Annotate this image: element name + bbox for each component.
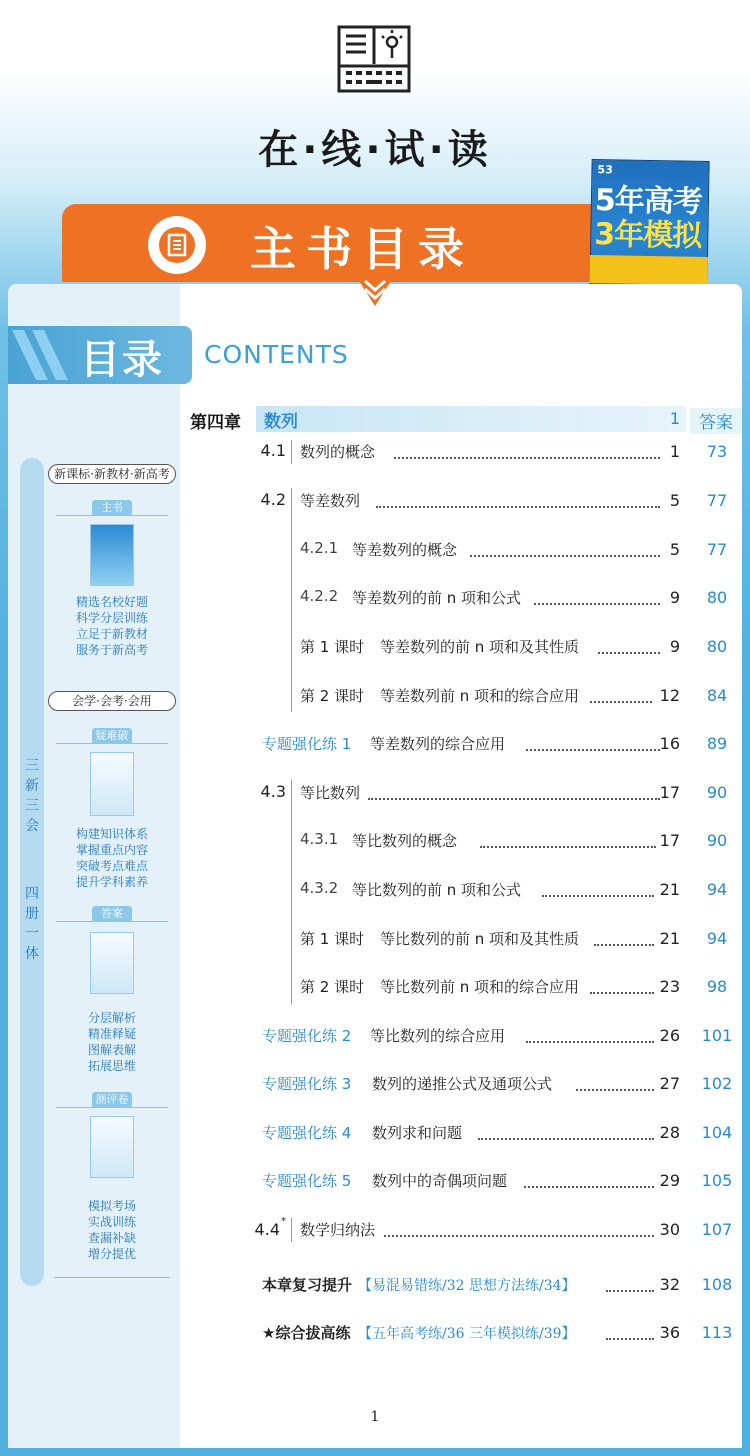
sidebar-section-text: 模拟考场 实战训练 查漏补缺 增分提优 [87, 1199, 136, 1261]
chapter-page: 1 [669, 409, 680, 428]
dot-leader [470, 555, 660, 557]
reading-terminal-icon [336, 24, 412, 96]
toc-entry-number: 专题强化练 5 [262, 1172, 352, 1190]
toc-entry-page: 21 [659, 880, 680, 899]
contents-english: CONTENTS [204, 340, 349, 369]
toc-entry-page: 5 [669, 491, 680, 510]
toc-entry-page: 17 [659, 783, 680, 802]
toc-entry-number: 第 1 课时 [300, 930, 365, 948]
toc-entry-answer-page: 107 [701, 1220, 733, 1239]
dot-leader [594, 944, 654, 946]
dot-leader [384, 1235, 654, 1237]
toc-entry-title: 等比数列的前 n 项和及其性质 [380, 930, 580, 948]
sidebar-section-text: 构建知识体系 掌握重点内容 突破考点难点 提升学科素养 [75, 827, 148, 889]
banner-title: 主书目录 [250, 222, 474, 276]
section-divider [291, 440, 292, 464]
toc-entry-number: 4.4 [254, 1220, 280, 1239]
toc-entry-answer-page: 108 [701, 1275, 733, 1294]
dot-leader [606, 1338, 654, 1340]
sidebar-section-text: 精选名校好题 科学分层训练 立足于新教材 服务于新高考 [75, 595, 148, 657]
toc-entry-number: 4.3.1 [300, 830, 339, 848]
toc-entry-page: 17 [659, 831, 680, 850]
dot-leader [526, 1041, 654, 1043]
stripes-decoration [12, 330, 72, 380]
sidebar-pill-1: 新课标·新教材·新高考 [48, 464, 176, 484]
book-title-line2: 3年模拟 [594, 217, 702, 254]
toc-entry-page: 32 [659, 1275, 680, 1294]
answer-book-thumbnail [90, 932, 134, 994]
toc-entry-title: 等比数列前 n 项和的综合应用 [380, 978, 580, 996]
dot-leader [480, 846, 656, 848]
optional-mark: * [281, 1216, 286, 1227]
toc-entry-page: 23 [659, 977, 680, 996]
dot-leader [526, 749, 660, 751]
sidebar-section-header: 主书 [56, 500, 168, 516]
toc-entry-title: 数列中的奇偶项问题 [372, 1172, 508, 1190]
book-title-line1: 5年高考 [594, 183, 703, 220]
toc-entry-number: 第 2 课时 [300, 978, 365, 996]
answer-column-header: 答案 [690, 408, 742, 434]
dot-leader [590, 701, 652, 703]
toc-entry-title: 等比数列的前 n 项和公式 [352, 881, 522, 899]
toc-entry-title: 数学归纳法 [300, 1221, 376, 1239]
test-paper-thumbnail [90, 1116, 134, 1178]
toc-entry-number: 第 2 课时 [300, 687, 365, 705]
chapter-bar [256, 406, 686, 432]
chapter-label: 第四章 [190, 413, 241, 433]
dot-leader [606, 1290, 654, 1292]
dot-leader [368, 798, 660, 800]
dot-leader [542, 895, 654, 897]
toc-entry-title: 【易混易错练/32 思想方法练/34】 [358, 1278, 576, 1294]
toc-entry-number: 专题强化练 1 [262, 735, 352, 753]
toc-entry-title: 等差数列 [300, 492, 361, 510]
sidebar-section-text: 分层解析 精准释疑 图解表解 拓展思维 [87, 1011, 136, 1073]
dot-leader [376, 506, 660, 508]
toc-entry-page: 29 [659, 1171, 680, 1190]
toc-entry-title: 等差数列的概念 [352, 541, 458, 559]
toc-entry-number: 专题强化练 3 [262, 1075, 352, 1093]
dot-leader [598, 652, 660, 654]
toc-entry-number: 第 1 课时 [300, 638, 365, 656]
sidebar-vertical-1: 三 新 三 会 [25, 758, 39, 834]
dot-leader [524, 1186, 654, 1188]
toc-entry-page: 30 [659, 1220, 680, 1239]
chevron-down-icon [356, 276, 394, 306]
section-divider [291, 488, 292, 712]
toc-entry-answer-page: 105 [701, 1171, 733, 1190]
problem-book-thumbnail [90, 752, 134, 816]
toc-entry-page: 9 [669, 637, 680, 656]
toc-entry-answer-page: 84 [706, 686, 728, 705]
toc-entry-title: 【五年高考练/36 三年模拟练/39】 [358, 1326, 576, 1342]
toc-entry-answer-page: 90 [706, 783, 728, 802]
toc-entry-page: 21 [659, 929, 680, 948]
toc-entry-number: 4.1 [260, 441, 286, 460]
toc-entry-title: 数列求和问题 [372, 1124, 463, 1142]
section-divider [291, 780, 292, 1004]
toc-entry-answer-page: 102 [701, 1074, 733, 1093]
toc-entry-number: 4.2 [260, 490, 286, 509]
toc-entry-answer-page: 101 [701, 1026, 733, 1045]
toc-entry-title: 等比数列的综合应用 [370, 1027, 506, 1045]
sidebar-section-header: 测评卷 [56, 1092, 168, 1108]
toc-entry-answer-page: 80 [706, 588, 728, 607]
page-headline: 在·线·试·读 [258, 127, 492, 173]
toc-entry-answer-page: 89 [706, 734, 728, 753]
sidebar-vertical-2: 四 册 一 体 [25, 886, 39, 962]
toc-entry-page: 5 [669, 540, 680, 559]
toc-entry-answer-page: 77 [706, 491, 728, 510]
toc-entry-number: 4.2.1 [300, 539, 339, 557]
toc-entry-title: 数列的概念 [300, 443, 376, 461]
page-number: 1 [370, 1409, 380, 1425]
sidebar-pill-2: 会学·会考·会用 [48, 691, 176, 711]
toc-entry-number: 4.3 [260, 782, 286, 801]
contents-title: 目录 [80, 337, 164, 383]
toc-entry-answer-page: 80 [706, 637, 728, 656]
toc-entry-title: 等比数列 [300, 784, 361, 802]
main-book-thumbnail [90, 524, 134, 586]
toc-entry-number: 本章复习提升 [262, 1276, 353, 1294]
chapter-title: 数列 [264, 412, 298, 432]
toc-entry-page: 26 [659, 1026, 680, 1045]
sidebar-section-header: 疑难破 [56, 728, 168, 744]
toc-entry-answer-page: 104 [701, 1123, 733, 1142]
dot-leader [590, 992, 654, 994]
toc-entry-answer-page: 98 [706, 977, 728, 996]
toc-entry-number: 4.2.2 [300, 587, 339, 605]
toc-entry-title: 等差数列前 n 项和的综合应用 [380, 687, 580, 705]
toc-entry-page: 1 [669, 442, 680, 461]
book-brand: 53 [597, 163, 613, 177]
toc-entry-title: 等比数列的概念 [352, 832, 458, 850]
toc-entry-title: 等差数列的前 n 项和公式 [352, 589, 522, 607]
toc-entry-number: 专题强化练 4 [262, 1124, 352, 1142]
toc-entry-page: 28 [659, 1123, 680, 1142]
dot-leader [576, 1089, 654, 1091]
sidebar-strip [20, 458, 44, 1286]
toc-entry-page: 36 [659, 1323, 680, 1342]
toc-entry-answer-page: 73 [706, 442, 728, 461]
toc-entry-answer-page: 94 [706, 880, 728, 899]
toc-entry-answer-page: 94 [706, 929, 728, 948]
sidebar-section-header: 答案 [56, 906, 168, 922]
toc-entry-page: 9 [669, 588, 680, 607]
sidebar-divider [54, 1277, 170, 1278]
dot-leader [478, 1138, 654, 1140]
dot-leader [394, 457, 660, 459]
toc-entry-page: 27 [659, 1074, 680, 1093]
toc-entry-title: 数列的递推公式及通项公式 [372, 1075, 553, 1093]
toc-entry-answer-page: 113 [701, 1323, 733, 1342]
toc-entry-title: 等差数列的前 n 项和及其性质 [380, 638, 580, 656]
toc-entry-page: 16 [659, 734, 680, 753]
toc-entry-page: 12 [659, 686, 680, 705]
section-divider [291, 1218, 292, 1242]
toc-entry-number: ★综合拔高练 [262, 1324, 351, 1342]
dot-leader [534, 603, 660, 605]
toc-entry-number: 4.3.2 [300, 879, 339, 897]
toc-entry-number: 专题强化练 2 [262, 1027, 352, 1045]
toc-entry-answer-page: 90 [706, 831, 728, 850]
toc-entry-title: 等差数列的综合应用 [370, 735, 506, 753]
document-icon [159, 227, 195, 263]
toc-entry-answer-page: 77 [706, 540, 728, 559]
